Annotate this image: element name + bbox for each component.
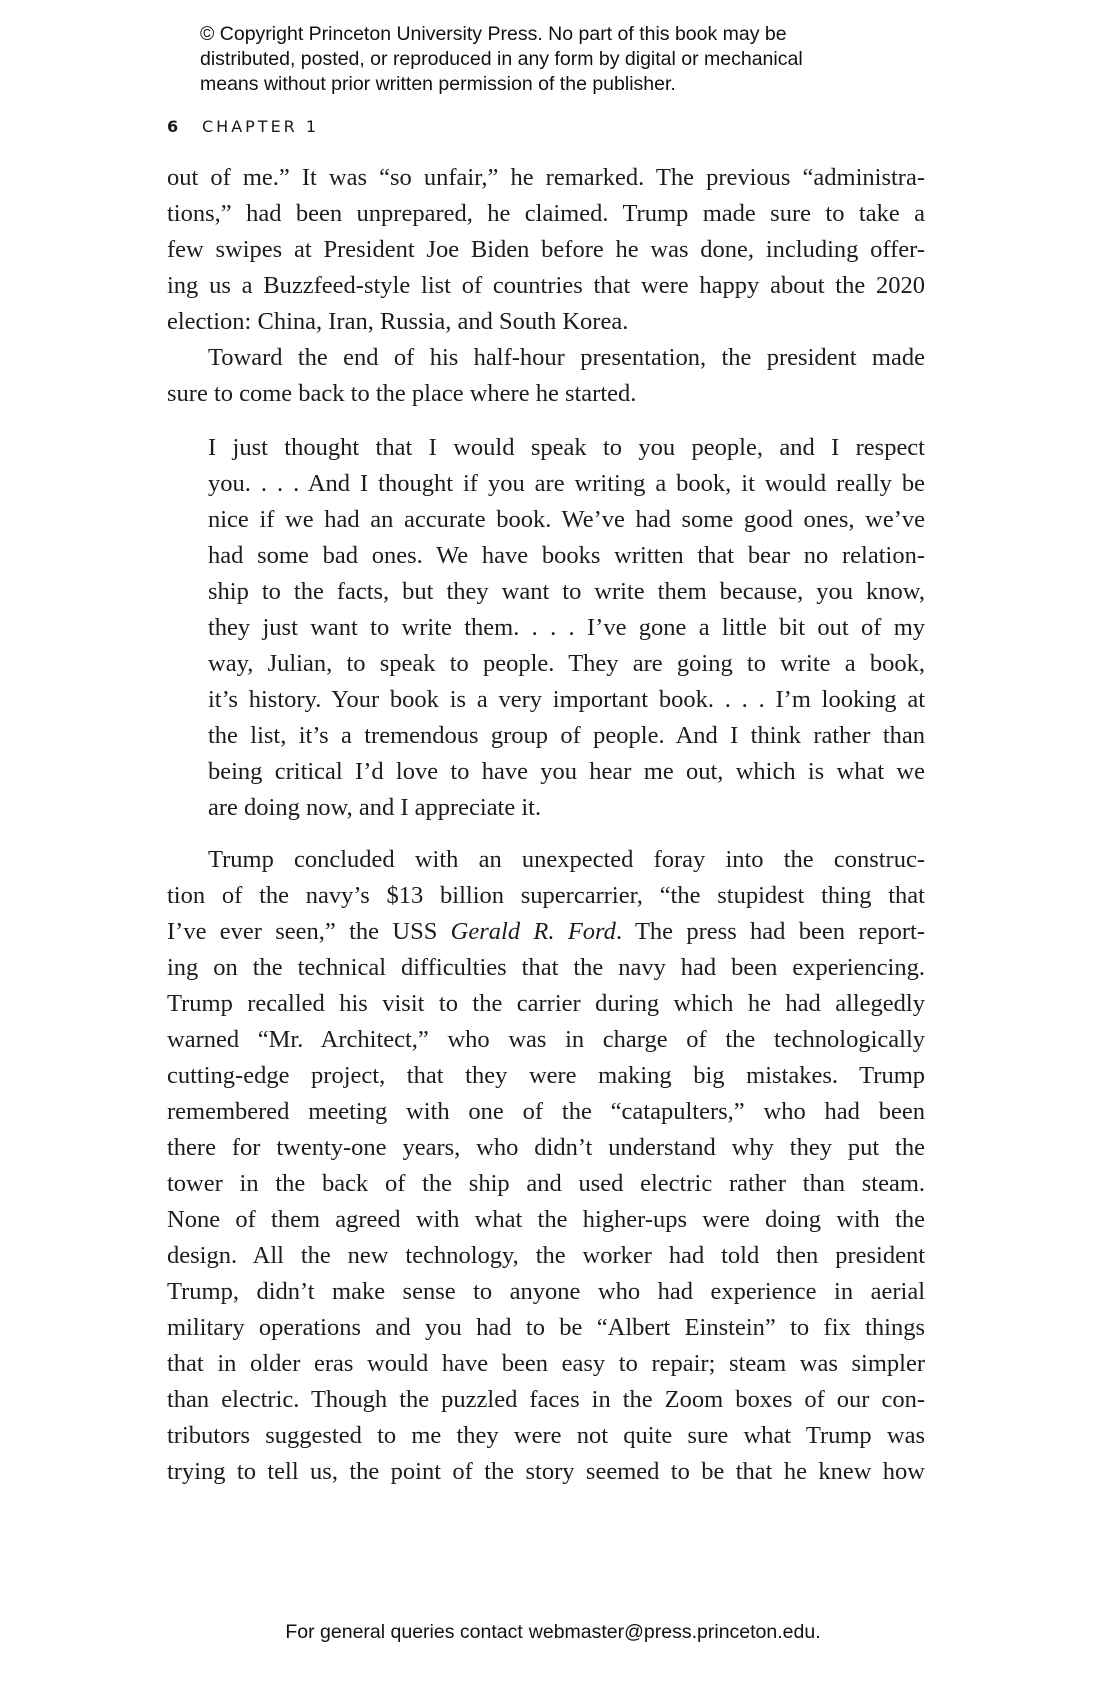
copyright-notice	[200, 22, 900, 97]
text-line: out of me.” It was “so unfair,” he remarked. The previous “administra-	[167, 164, 925, 191]
ship-name-italic: Gerald R. Ford	[450, 918, 616, 945]
quote-line: you. . . . And I thought if you are writing a book, it would really be	[208, 470, 925, 497]
quote-line: nice if we had an accurate book. We’ve had some good ones, we’ve	[208, 506, 925, 533]
text-line: tions,” had been unprepared, he claimed. Trump made sure to take a	[167, 200, 925, 227]
quote-line: are doing now, and I appreciate it.	[208, 794, 542, 821]
footer-email-link[interactable]: webmaster@press.princeton.edu.	[528, 1621, 821, 1643]
text-run: . The press had been report-	[615, 918, 926, 945]
copyright-line: © Copyright Princeton University Press. No part of this book may be	[200, 23, 787, 45]
text-line: election: China, Iran, Russia, and South Korea.	[167, 308, 629, 335]
quote-line: they just want to write them. . . . I’ve gone a little bit out of my	[208, 614, 925, 641]
paragraph-3	[167, 842, 925, 1490]
text-line: than electric. Though the puzzled faces in the Zoom boxes of our con-	[167, 1386, 925, 1413]
text-line: Trump recalled his visit to the carrier during which he had allegedly	[167, 990, 925, 1017]
chapter-label: CHAPTER 1	[202, 117, 320, 136]
text-line: tower in the back of the ship and used electric rather than steam.	[167, 1170, 925, 1197]
text-line: tributors suggested to me they were not quite sure what Trump was	[167, 1422, 925, 1449]
text-line: remembered meeting with one of the “catapulters,” who had been	[167, 1098, 925, 1125]
text-line: ing on the technical difficulties that the navy had been experiencing.	[167, 954, 925, 981]
page-number: 6	[167, 117, 179, 136]
text-line: tion of the navy’s $13 billion supercarrier, “the stupidest thing that	[167, 882, 925, 909]
paragraph-1	[167, 160, 925, 340]
text-line: warned “Mr. Architect,” who was in charge of the technologically	[167, 1026, 925, 1053]
text-run: I’ve ever seen,” the USS	[167, 918, 451, 945]
text-line: Trump concluded with an unexpected foray into the construc-	[208, 846, 925, 873]
text-line: ing us a Buzzfeed-style list of countries that were happy about the 2020	[167, 272, 925, 299]
paragraph-2	[167, 340, 925, 412]
text-line: there for twenty-one years, who didn’t understand why they put the	[167, 1134, 925, 1161]
text-line: Toward the end of his half-hour presentation, the president made	[208, 344, 925, 371]
text-line: Trump, didn’t make sense to anyone who had experience in aerial	[167, 1278, 925, 1305]
text-line: None of them agreed with what the higher-ups were doing with the	[167, 1206, 925, 1233]
quote-line: way, Julian, to speak to people. They are going to write a book,	[208, 650, 925, 677]
quote-line: it’s history. Your book is a very important book. . . . I’m looking at	[208, 686, 925, 713]
block-quote	[208, 430, 925, 826]
quote-line: I just thought that I would speak to you people, and I respect	[208, 434, 925, 461]
text-line: few swipes at President Joe Biden before he was done, including offer-	[167, 236, 925, 263]
copyright-line: means without prior written permission of the publisher.	[200, 73, 676, 95]
text-line	[167, 914, 925, 950]
copyright-line: distributed, posted, or reproduced in any form by digital or mechanical	[200, 48, 803, 70]
text-line: cutting-edge project, that they were making big mistakes. Trump	[167, 1062, 925, 1089]
text-line: trying to tell us, the point of the story seemed to be that he knew how	[167, 1458, 925, 1485]
text-line: military operations and you had to be “Albert Einstein” to fix things	[167, 1314, 925, 1341]
footer-contact	[0, 1619, 1100, 1645]
text-line: design. All the new technology, the worker had told then president	[167, 1242, 925, 1269]
quote-line: the list, it’s a tremendous group of people. And I think rather than	[208, 722, 925, 749]
text-line: sure to come back to the place where he started.	[167, 380, 637, 407]
body-text	[167, 160, 925, 1490]
footer-text: For general queries contact	[285, 1621, 523, 1643]
running-head	[167, 115, 319, 139]
quote-line: had some bad ones. We have books written that bear no relation-	[208, 542, 925, 569]
quote-line: ship to the facts, but they want to write them because, you know,	[208, 578, 925, 605]
text-line: that in older eras would have been easy to repair; steam was simpler	[167, 1350, 925, 1377]
quote-line: being critical I’d love to have you hear me out, which is what we	[208, 758, 925, 785]
